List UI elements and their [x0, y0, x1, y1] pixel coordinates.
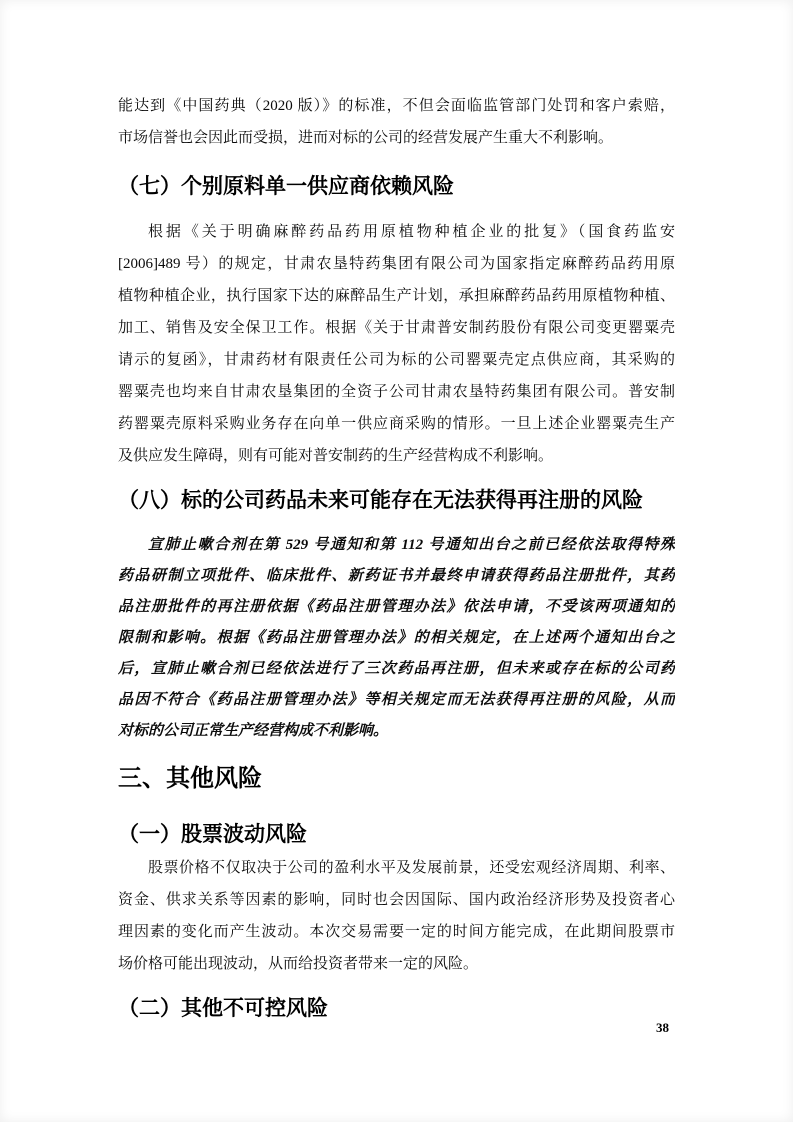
- heading-section-3-2: （二）其他不可控风险: [118, 997, 328, 1020]
- text-line: 能达到《中国药典（2020 版）》的标准，不但会面临监管部门处罚和客户索赔，: [118, 98, 675, 114]
- text-line: 市场信誉也会因此而受损，进而对标的公司的经营发展产生重大不利影响。: [118, 130, 614, 146]
- text-line: 品因不符合《药品注册管理办法》等相关规定而无法获得再注册的风险，从而: [118, 692, 675, 708]
- text-line: 限制和影响。根据《药品注册管理办法》的相关规定，在上述两个通知出台之: [118, 630, 675, 646]
- text-line: 药品研制立项批件、临床批件、新药证书并最终申请获得药品注册批件，其药: [118, 568, 675, 584]
- heading-chapter-3: 三、其他风险: [118, 765, 262, 792]
- paragraph-section-7: [118, 216, 675, 472]
- heading-section-7: （七）个别原料单一供应商依赖风险: [118, 175, 454, 198]
- paragraph-continuation: [118, 90, 675, 154]
- text-line: 加工、销售及安全保卫工作。根据《关于甘肃普安制药股份有限公司变更罂粟壳: [118, 320, 675, 336]
- text-line: 品注册批件的再注册依据《药品注册管理办法》依法申请，不受该两项通知的: [118, 599, 675, 615]
- text-line: 根据《关于明确麻醉药品药用原植物种植企业的批复》（国食药监安: [148, 224, 675, 240]
- text-line: 植物种植企业，执行国家下达的麻醉品生产计划，承担麻醉药品药用原植物种植、: [118, 288, 675, 304]
- paragraph-section-3-1: [118, 852, 675, 980]
- text-line: 理因素的变化而产生波动。本次交易需要一定的时间方能完成，在此期间股票市: [118, 924, 675, 940]
- text-line: 罂粟壳也均来自甘肃农垦集团的全资子公司甘肃农垦特药集团有限公司。普安制: [118, 384, 675, 400]
- text-line: 后，宣肺止嗽合剂已经依法进行了三次药品再注册，但未来或存在标的公司药: [118, 661, 675, 677]
- text-line: [2006]489 号）的规定，甘肃农垦特药集团有限公司为国家指定麻醉药品药用原: [118, 256, 675, 272]
- text-line: 对标的公司正常生产经营构成不利影响。: [118, 723, 389, 739]
- text-line: 及供应发生障碍，则有可能对普安制药的生产经营构成不利影响。: [118, 448, 554, 464]
- paragraph-section-8: [118, 530, 675, 747]
- text-line: 场价格可能出现波动，从而给投资者带来一定的风险。: [118, 956, 479, 972]
- text-line: 药罂粟壳原料采购业务存在向单一供应商采购的情形。一旦上述企业罂粟壳生产: [118, 416, 675, 432]
- text-line: 资金、供求关系等因素的影响，同时也会因国际、国内政治经济形势及投资者心: [118, 892, 675, 908]
- text-line: 宣肺止嗽合剂在第 529 号通知和第 112 号通知出台之前已经依法取得特殊: [148, 537, 675, 553]
- page-number: 38: [656, 1020, 669, 1035]
- text-line: 请示的复函》，甘肃药材有限责任公司为标的公司罂粟壳定点供应商，其采购的: [118, 352, 675, 368]
- heading-section-3-1: （一）股票波动风险: [118, 823, 307, 846]
- text-line: 股票价格不仅取决于公司的盈利水平及发展前景，还受宏观经济周期、利率、: [148, 860, 675, 876]
- heading-section-8: （八）标的公司药品未来可能存在无法获得再注册的风险: [118, 489, 643, 512]
